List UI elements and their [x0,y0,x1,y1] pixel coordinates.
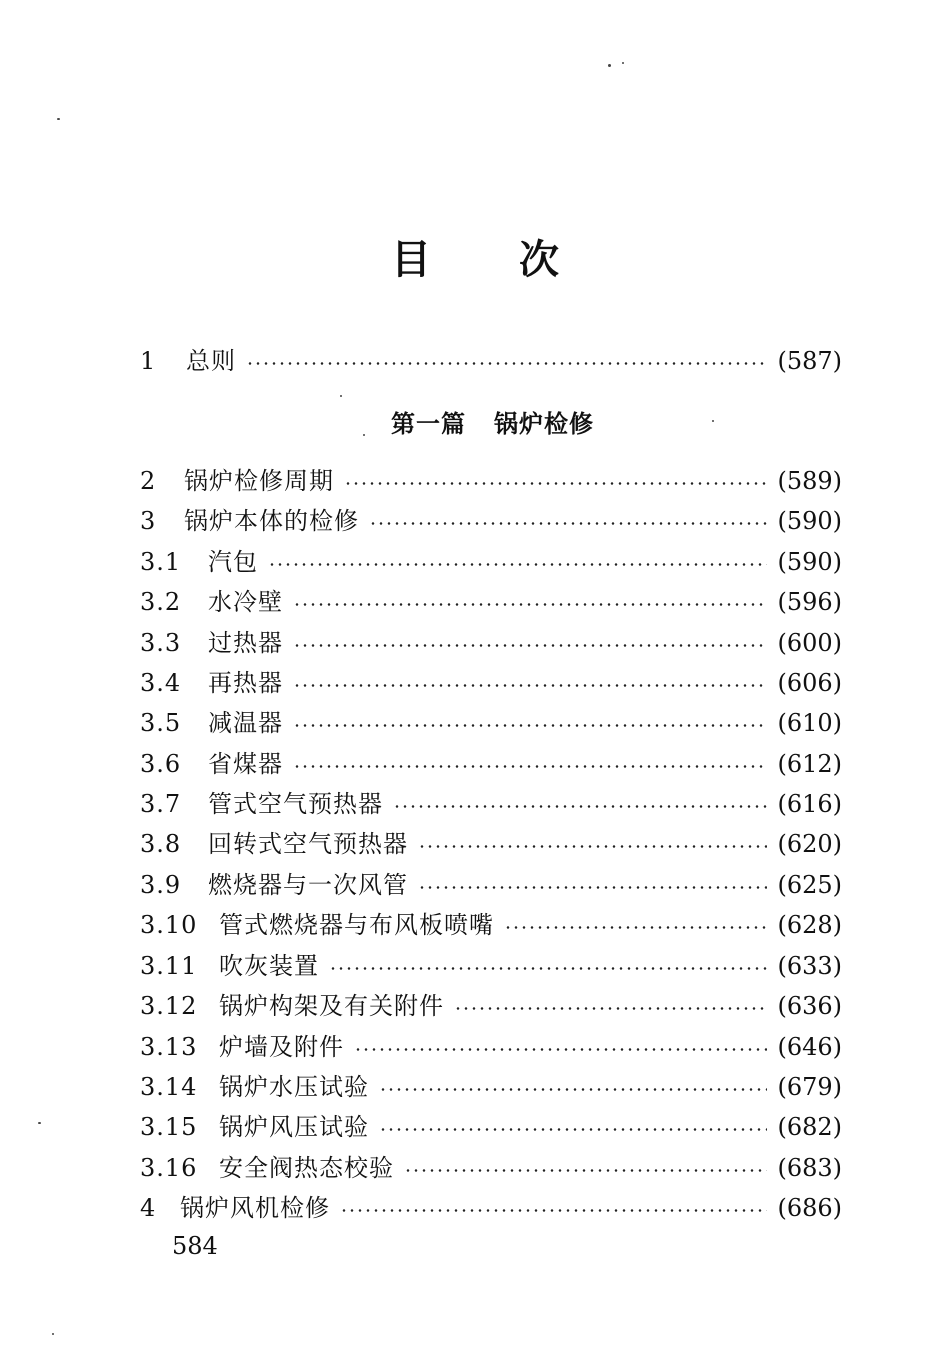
part-heading-part: 第一篇 [391,410,466,438]
toc-entry-label: 锅炉本体的检修 [184,507,359,535]
toc-entry[interactable] [140,666,842,700]
toc-entry-number: 4 [140,1194,157,1222]
scan-speck [340,395,342,397]
toc-entry-page: (646) [777,1033,842,1061]
scan-speck [52,1333,54,1335]
toc-entry[interactable] [140,1151,842,1185]
toc-entry[interactable] [140,504,842,538]
toc-entry-label: 燃烧器与一次风管 [208,871,408,899]
toc-entry-number: 3.7 [140,790,182,818]
toc-entry-label: 总则 [186,347,236,375]
scan-speck [38,1122,41,1124]
toc-entry-number: 3.6 [140,750,182,778]
toc-leader-dots [340,1209,767,1212]
toc-entry-page: (606) [777,669,842,697]
toc-entry-label: 锅炉构架及有关附件 [219,992,444,1020]
toc-entry[interactable] [140,908,842,942]
toc-entry-page: (679) [777,1073,842,1101]
toc-entry-page: (596) [777,588,842,616]
toc-leader-dots [393,805,767,808]
toc-entry-number: 3.1 [140,548,182,576]
toc-entry-page: (600) [777,629,842,657]
title-char-2: 次 [519,237,559,283]
toc-leader-dots [418,845,767,848]
toc-entry-label: 吹灰装置 [219,952,319,980]
scan-speck [622,62,624,64]
toc-entry[interactable] [140,1030,842,1064]
toc-entry-label: 管式燃烧器与布风板喷嘴 [219,911,494,939]
toc-leader-dots [293,765,767,768]
toc-entry-label: 再热器 [208,669,283,697]
toc-entry-label: 安全阀热态校验 [219,1154,394,1182]
toc-entry-label: 锅炉风机检修 [180,1194,330,1222]
toc-leader-dots [246,362,767,365]
toc-entry[interactable] [140,626,842,660]
toc-entry-number: 3 [140,507,157,535]
scan-speck [57,118,60,120]
toc-entry-number: 3.16 [140,1154,198,1182]
toc-leader-dots [293,684,767,687]
part-heading-name: 锅炉检修 [494,410,594,438]
toc-entry[interactable] [140,464,842,498]
toc-entry[interactable] [140,747,842,781]
toc-entry-page: (682) [777,1113,842,1141]
toc-entry-label: 水冷壁 [208,588,283,616]
toc-leader-dots [379,1128,767,1131]
toc-entry-label: 回转式空气预热器 [208,830,408,858]
page-number: 584 [172,1232,218,1260]
toc-leader-dots [369,522,767,525]
toc-entry[interactable] [140,868,842,902]
toc-entry-number: 3.2 [140,588,182,616]
toc-leader-dots [504,926,767,929]
toc-entry-page: (587) [777,347,842,375]
toc-leader-dots [354,1048,767,1051]
toc-entry-number: 3.12 [140,992,198,1020]
toc-entry-label: 锅炉水压试验 [219,1073,369,1101]
toc-entry-page: (616) [777,790,842,818]
toc-entry-number: 3.13 [140,1033,198,1061]
toc-entry[interactable] [140,989,842,1023]
toc-entry-label: 减温器 [208,709,283,737]
toc-entry-page: (633) [777,952,842,980]
toc-entry[interactable] [140,1191,842,1225]
toc-entry[interactable] [140,787,842,821]
toc-entry-page: (628) [777,911,842,939]
toc-entry-number: 3.8 [140,830,182,858]
toc-leader-dots [454,1007,767,1010]
toc-entry-page: (686) [777,1194,842,1222]
toc-leader-dots [404,1169,767,1172]
toc-entry[interactable] [140,1070,842,1104]
title-char-1: 目 [391,237,431,283]
toc-leader-dots [293,644,767,647]
toc-leader-dots [268,563,767,566]
toc-entry-label: 锅炉检修周期 [184,467,334,495]
toc-entry-page: (636) [777,992,842,1020]
toc-entry-label: 锅炉风压试验 [219,1113,369,1141]
toc-entry-number: 2 [140,467,157,495]
toc-entry-label: 炉墙及附件 [219,1033,344,1061]
toc-entry-label: 管式空气预热器 [208,790,383,818]
toc-entry-page: (612) [777,750,842,778]
toc-leader-dots [293,724,767,727]
toc-entry-number: 3.3 [140,629,182,657]
toc-entry-number: 3.4 [140,669,182,697]
toc-leader-dots [329,967,767,970]
toc-entry-number: 3.10 [140,911,198,939]
toc-entry-number: 3.9 [140,871,182,899]
toc-leader-dots [418,886,767,889]
scan-speck [608,64,611,67]
toc-leader-dots [379,1088,767,1091]
toc-entry[interactable] [140,827,842,861]
toc-entry-label: 过热器 [208,629,283,657]
toc-leader-dots [344,482,767,485]
toc-entry[interactable] [140,585,842,619]
toc-entry-label: 汽包 [208,548,258,576]
toc-entry-number: 3.5 [140,709,182,737]
toc-entry[interactable] [140,706,842,740]
toc-entry-page: (610) [777,709,842,737]
toc-entry-page: (683) [777,1154,842,1182]
toc-entry[interactable] [140,1110,842,1144]
toc-entry-number: 1 [140,347,157,375]
toc-entry-number: 3.11 [140,952,198,980]
toc-entry[interactable] [140,949,842,983]
page-title [0,228,950,285]
toc-entry-page: (625) [777,871,842,899]
toc-entry-number: 3.15 [140,1113,198,1141]
toc-entry-page: (590) [777,507,842,535]
toc-entry-intro[interactable] [140,344,842,378]
toc-entry-number: 3.14 [140,1073,198,1101]
toc-entry-label: 省煤器 [208,750,283,778]
toc-entry-page: (590) [777,548,842,576]
toc-entry[interactable] [140,545,842,579]
part-heading [0,404,950,439]
toc-leader-dots [293,603,767,606]
toc-entry-page: (620) [777,830,842,858]
toc-entry-page: (589) [777,467,842,495]
